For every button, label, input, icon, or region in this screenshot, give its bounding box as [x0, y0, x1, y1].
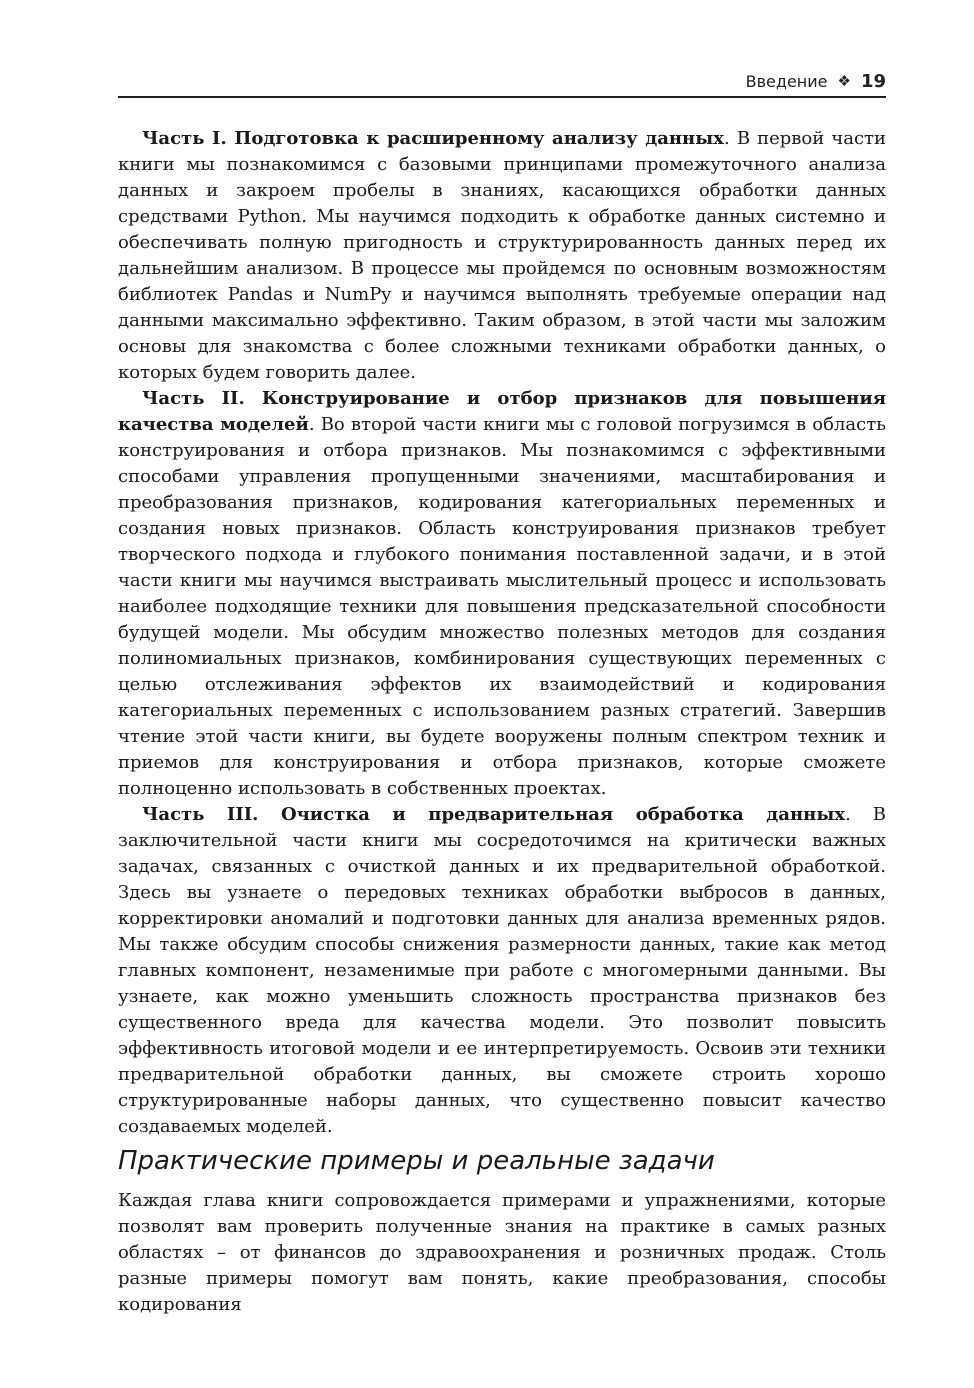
part-1-paragraph	[118, 126, 886, 386]
section-body	[118, 1188, 886, 1318]
part-3-text: . В заключительной части книги мы сосредоточимся на критически важных задачах, связанных с очисткой данных и их предварительной обработкой. Здесь вы узнаете о передовых техниках обработки выбросов в данных, корректировки аномалий и подготовки данных для анализа временных рядов. Мы также обсудим способы снижения размерности данных, такие как метод главных компонент, незаменимые при работе с многомерными данными. Вы узнаете, как можно уменьшить сложность пространства признаков без существенного вреда для качества модели. Это позволит повысить эффективность итоговой модели и ее интерпретируемость. Освоив эти техники предварительной обработки данных, вы сможете строить хорошо структурированные наборы данных, что существенно повысит качество создаваемых моделей.	[118, 804, 886, 1137]
part-2-title: Часть II. Конструирование и отбор признаков для повышения качества моделей	[118, 388, 886, 435]
part-2-paragraph	[118, 386, 886, 802]
running-header	[118, 70, 886, 98]
page-number: 19	[860, 70, 886, 92]
part-3-title: Часть III. Очистка и предварительная обработка данных	[142, 804, 846, 825]
part-1-title: Часть I. Подготовка к расширенному анализу данных	[142, 128, 725, 149]
part-3-paragraph	[118, 802, 886, 1140]
part-2-text: . Во второй части книги мы с головой погрузимся в область конструирования и отбора признаков. Мы познакомимся с эффективными способами управления пропущенными значениями, масштабирования и преобразования признаков, кодирования категориальных переменных и создания новых признаков. Область конструирования признаков требует творческого подхода и глубокого понимания поставленной задачи, и в этой части книги мы научимся выстраивать мыслительный процесс и использовать наиболее подходящие техники для повышения предсказательной способности будущей модели. Мы обсудим множество полезных методов для создания полиномиальных признаков, комбинирования существующих переменных с целью отслеживания эффектов их взаимодействий и кодирования категориальных переменных с использованием разных стратегий. Завершив чтение этой части книги, вы будете вооружены полным спектром техник и приемов для конструирования и отбора признаков, которые сможете полноценно использовать в собственных проектах.	[118, 414, 886, 799]
section-heading: Практические примеры и реальные задачи	[118, 1146, 715, 1176]
part-1-text: . В первой части книги мы познакомимся с базовыми принципами промежуточного анализа данных и закроем пробелы в знаниях, касающихся обработки данных средствами Python. Мы научимся подходить к обработке данных системно и обеспечивать полную пригодность и структурированность данных перед их дальнейшим анализом. В процессе мы пройдемся по основным возможностям библиотек Pandas и NumPy и научимся выполнять требуемые операции над данными максимально эффективно. Таким образом, в этой части мы заложим основы для знакомства с более сложными техниками обработки данных, о которых будем говорить далее.	[118, 128, 887, 383]
diamond-ornament-icon: ❖	[837, 72, 851, 90]
header-section-title: Введение	[745, 71, 828, 91]
section-paragraph: Каждая глава книги сопровождается примерами и упражнениями, которые позволят вам проверить полученные знания на практике в самых разных областях – от финансов до здравоохранения и розничных продаж. Столь разные примеры помогут вам понять, какие преобразования, способы кодирования	[118, 1190, 886, 1315]
parts-overview	[118, 126, 886, 1140]
